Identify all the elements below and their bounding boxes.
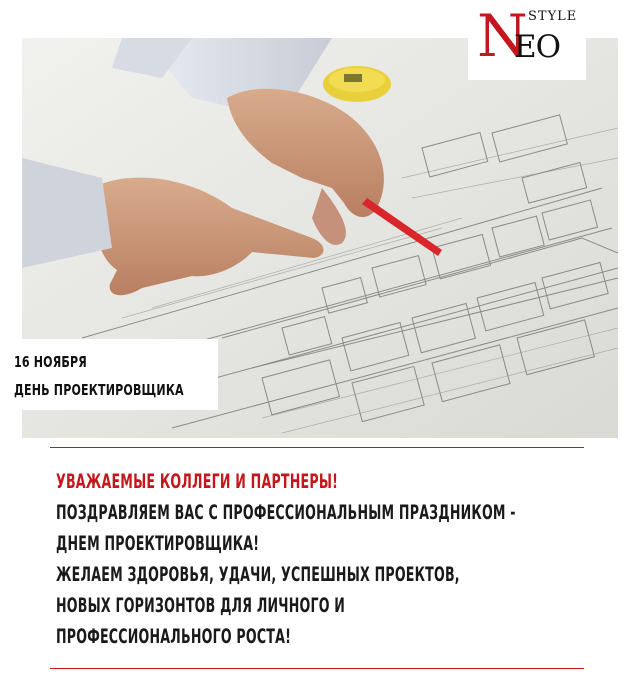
- message-line: ДНЕМ ПРОЕКТИРОВЩИКА!: [56, 532, 260, 555]
- logo-letter-n: N: [477, 2, 526, 70]
- bottom-divider: [50, 668, 584, 669]
- date-caption-box: [0, 339, 218, 410]
- tape-measure: [323, 66, 391, 102]
- top-divider: [50, 447, 584, 448]
- message-line: ПРОФЕССИОНАЛЬНОГО РОСТА!: [56, 625, 292, 648]
- holiday-title: ДЕНЬ ПРОЕКТИРОВЩИКА: [14, 381, 184, 399]
- message-line: ЖЕЛАЕМ ЗДОРОВЬЯ, УДАЧИ, УСПЕШНЫХ ПРОЕКТОВ,: [56, 563, 460, 586]
- logo-letters-eo: EO: [514, 29, 561, 65]
- message-line: ПОЗДРАВЛЯЕМ ВАС С ПРОФЕССИОНАЛЬНЫМ ПРАЗДНИКОМ -: [56, 501, 516, 524]
- message-line: НОВЫХ ГОРИЗОНТОВ ДЛЯ ЛИЧНОГО И: [56, 594, 346, 617]
- holiday-date: 16 НОЯБРЯ: [14, 353, 87, 371]
- neo-style-logo: [468, 0, 586, 80]
- logo-style-text: STYLE: [528, 9, 578, 24]
- greeting-heading: УВАЖАЕМЫЕ КОЛЛЕГИ И ПАРТНЕРЫ!: [56, 470, 339, 493]
